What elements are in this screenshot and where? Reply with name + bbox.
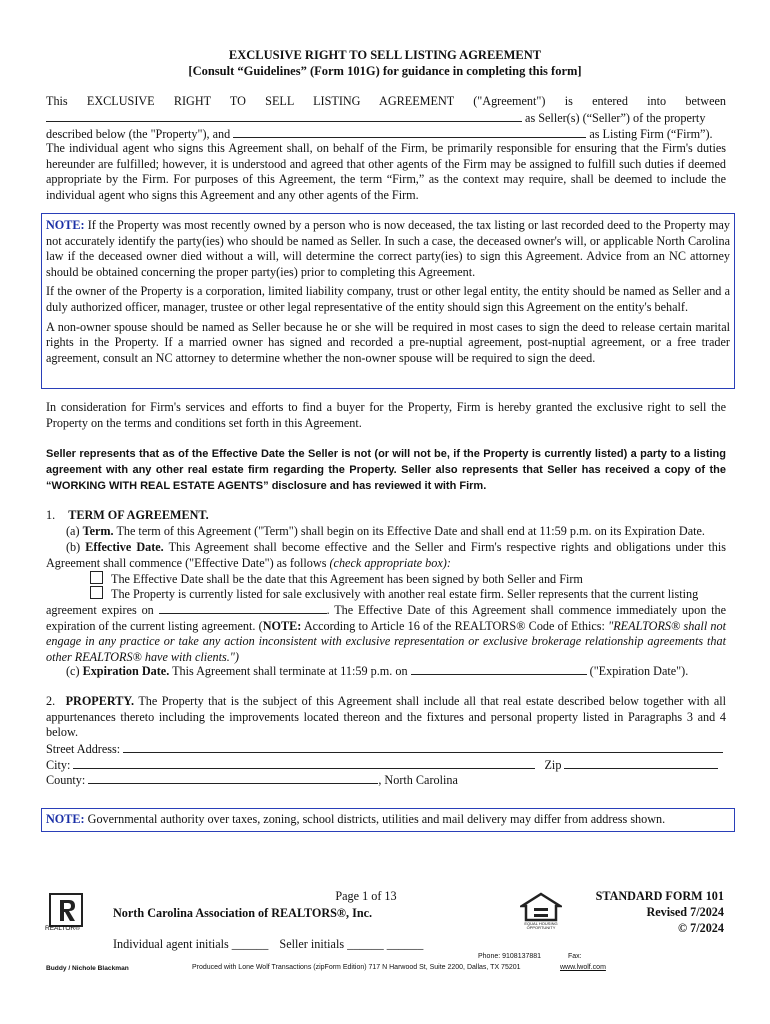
option-2-rest: . The Effective Date of this Agreement shall commence immediately upon the expiration of the current listing agreement. ( — [46, 603, 727, 633]
realtor-logo-text: REALTOR® — [45, 925, 80, 932]
fax-number: Fax: — [568, 953, 582, 960]
1c-suffix: ("Expiration Date"). — [589, 664, 689, 678]
1c-label: (c) — [66, 664, 80, 678]
form-copyright: © 7/2024 — [677, 920, 724, 935]
county-line — [46, 772, 726, 789]
street-address-label: Street Address: — [46, 742, 121, 756]
equal-housing-text: EQUAL HOUSING OPPORTUNITY — [524, 921, 558, 930]
firm-suffix: as Listing Firm (“Firm”). — [589, 127, 713, 141]
listing-firm-field[interactable] — [233, 126, 586, 138]
seller-initials-field[interactable]: Seller initials ______ ______ — [279, 937, 424, 951]
association-name: North Carolina Association of REALTORS®, Inc. — [113, 906, 373, 920]
page-number: Page 1 of 13 — [335, 889, 397, 903]
consideration-paragraph: In consideration for Firm's services and efforts to find a buyer for the Property, Firm is hereby granted the exclusive right to sell the Property on the terms and conditions set forth in this Agreement. — [46, 400, 726, 430]
option-2-checkbox[interactable] — [90, 586, 103, 599]
1c-text: This Agreement shall terminate at 11:59 p.m. on — [172, 664, 408, 678]
note-1-para-3: A non-owner spouse should be named as Seller because he or she will be required in most cases to sign the deed to release certain marital rights in the Property. If a married owner has signed and recorded a pre-nuptial agreement, post-nuptial agreement, or a free trader agreement, consult an NC attorney to determine whether the non-owner spouse will be required to sign the deed. — [46, 319, 730, 365]
seller-names-field[interactable] — [46, 110, 522, 122]
option-2-quote: "REALTORS® shall not engage in any practice or take any action inconsistent with exclusive representation or exclusive brokerage relationship agreements that other REALTORS® have with clients.") — [46, 618, 727, 664]
section-2-text: The Property that is the subject of this Agreement shall include all that real estate described below together with all appurtenances thereto including the improvements located thereon and the fixtures and personal property listed in Paragraphs 3 and 4 below. — [46, 694, 727, 740]
seller-representation: Seller represents that as of the Effective Date the Seller is not (or will not be, if the Property is currently listed) a party to a listing agreement with any other real estate firm regarding the Property. Seller also represents that Seller has received a copy of the “WORKING WITH REAL ESTATE AGENTS” disclosure and has reviewed it with Firm. — [46, 448, 726, 492]
document-subtitle: [Consult “Guidelines” (Form 101G) for guidance in completing this form] — [188, 64, 582, 78]
1b-text: This Agreement shall become effective and the Seller and Firm's respective rights and obligations under this Agreement shall commence ("Effective Date") as follows — [46, 540, 727, 570]
intro-body: The individual agent who signs this Agreement shall, on behalf of the Firm, be primarily responsible for ensuring that the Firm's duties hereunder are fulfilled; however, it is understood and agreed that other agents of the Firm may be assigned to fulfill such duties if deemed appropriate by the Firm. For purposes of this Agreement, the term “Firm,” as the context may require, shall be deemed to include the individual agent who signs this Agreement and any other agents of the Firm. — [46, 141, 726, 202]
phone-number: Phone: 9108137881 — [478, 953, 542, 960]
street-address-line — [46, 741, 726, 758]
agent-initials-field[interactable]: Individual agent initials ______ — [113, 937, 269, 951]
section-2 — [46, 694, 726, 741]
intro-seller-line — [46, 110, 726, 127]
1a-label: (a) — [66, 524, 80, 538]
desc-prefix: described below (the "Property"), and — [46, 127, 231, 141]
option-2-rest-2: According to Article 16 of the REALTORS® Code of Ethics: — [303, 618, 605, 633]
zip-label: Zip — [544, 758, 562, 772]
expires-label: agreement expires on — [46, 603, 154, 617]
1a-text: The term of this Agreement ("Term") shall begin on its Effective Date and shall end at 11:59 p.m. on its Expiration Date. — [116, 524, 705, 538]
section-1b — [46, 540, 726, 571]
section-1-title: TERM OF AGREEMENT. — [68, 508, 209, 522]
section-2-number: 2. — [46, 694, 56, 708]
city-label: City: — [46, 758, 71, 772]
note-1-para-1 — [46, 218, 730, 280]
form-name: STANDARD FORM 101 — [595, 889, 724, 903]
option-2-text: The Property is currently listed for sale exclusively with another real estate firm. Seller represents that the current listing — [111, 587, 699, 601]
option-2-continued — [46, 602, 726, 665]
realtor-logo-icon — [49, 893, 83, 927]
produced-by: Produced with Lone Wolf Transactions (zipForm Edition) 717 N Harwood St, Suite 2200, Dallas, TX 75201 — [192, 964, 521, 971]
1b-label: (b) — [66, 540, 81, 554]
1a-title: Term. — [82, 524, 114, 538]
intro-line-1: This EXCLUSIVE RIGHT TO SELL LISTING AGREEMENT ("Agreement") is entered into between — [46, 94, 726, 108]
note-2-text — [46, 812, 730, 828]
note-1-text: If the Property was most recently owned by a person who is now deceased, the tax listing or last recorded deed to the Property may not accurately identify the party(ies) who should be named as Seller. In such a case, the deceased owner's will, or applicable North Carolina law if the deceased owner died without a will, will determine the correct party(ies) to sign this Agreement. Advice from an NC attorney should be obtained concerning the proper party(ies) prior to completing this Agreement. — [46, 218, 730, 279]
section-1-heading — [46, 508, 726, 524]
1c-title: Expiration Date. — [82, 664, 170, 678]
section-1a — [66, 524, 726, 540]
street-address-field[interactable] — [123, 741, 723, 753]
note-2-body: Governmental authority over taxes, zoning, school districts, utilities and mail delivery may differ from address shown. — [87, 812, 666, 826]
1b-title: Effective Date. — [85, 540, 164, 554]
note-box-deceased — [41, 213, 735, 389]
note-2-label: NOTE: — [46, 812, 85, 826]
agent-name: Buddy / Nichole Blackman — [46, 965, 129, 972]
initials-line — [113, 937, 423, 952]
effective-date-option-2 — [90, 586, 726, 603]
county-field[interactable] — [88, 772, 378, 784]
note-1-para-2: If the owner of the Property is a corporation, limited liability company, trust or other legal entity, the entity should be named as Seller and a duly authorized officer, manager, trustee or other legal representative of the entity should sign this Agreement on the entity's behalf. — [46, 284, 730, 314]
equal-housing-icon — [520, 892, 562, 930]
form-identifier — [596, 889, 724, 936]
section-1-number: 1. — [46, 508, 56, 522]
section-2-title: PROPERTY. — [65, 694, 135, 708]
option-2-note-label: NOTE: — [262, 618, 302, 633]
website-link[interactable]: www.lwolf.com — [560, 964, 606, 971]
county-label: County: — [46, 773, 86, 787]
section-1c — [66, 663, 726, 680]
form-revised: Revised 7/2024 — [646, 904, 724, 919]
current-listing-expiration-field[interactable] — [159, 602, 327, 614]
note-box-authority — [41, 808, 735, 832]
option-1-text: The Effective Date shall be the date that this Agreement has been signed by both Seller and Firm — [111, 572, 583, 586]
seller-suffix: as Seller(s) (“Seller”) of the property — [525, 111, 706, 125]
county-suffix: , North Carolina — [378, 773, 458, 787]
1b-italic: (check appropriate box): — [329, 555, 451, 570]
zip-field[interactable] — [564, 757, 718, 769]
note-label: NOTE: — [46, 218, 85, 232]
document-title: EXCLUSIVE RIGHT TO SELL LISTING AGREEMENT — [228, 48, 542, 62]
expiration-date-field[interactable] — [411, 663, 587, 675]
option-1-checkbox[interactable] — [90, 571, 103, 584]
city-field[interactable] — [73, 757, 535, 769]
